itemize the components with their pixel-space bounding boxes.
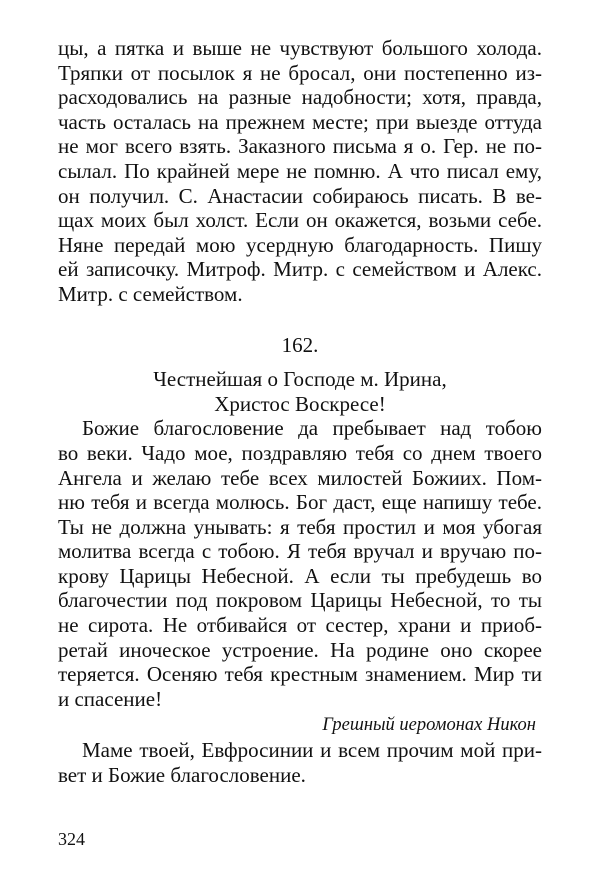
text-line: щах моих был холст. Если он окажется, возьми себе. xyxy=(58,208,542,233)
text-line: не мог всего взять. Заказного письма я о. Гер. не по- xyxy=(58,134,542,159)
text-line: ретай иноческое устроение. На родине оно скорее xyxy=(58,637,542,662)
text-line: Тряпки от посылок я не бросал, они постепенно из- xyxy=(58,60,542,85)
text-line: Божие благословение да пребывает над тобою xyxy=(82,416,542,441)
text-line: цы, а пятка и выше не чувствуют большого холода. xyxy=(58,36,542,60)
salutation-line: Честнейшая о Господе м. Ирина, xyxy=(153,367,447,392)
text-line: Ангела и желаю тебе всех милостей Божиих. Пом- xyxy=(58,465,542,490)
text-line: Няне передай мою усердную благодарность. Пишу xyxy=(58,232,542,257)
text-line: благочестии под покровом Царицы Небесной, то ты xyxy=(58,588,542,613)
text-line: теряется. Осеняю тебя крестным знамением. Мир ти xyxy=(58,662,542,687)
letter-body xyxy=(58,416,542,711)
letter-number: 162. xyxy=(281,332,319,357)
text-line: не сирота. Не отбивайся от сестер, храни и приоб- xyxy=(58,613,542,638)
page-number: 324 xyxy=(58,829,85,849)
text-line: Ты не должна унывать: я тебя простил и моя убогая xyxy=(58,514,542,539)
salutation-line: Христос Воскресе! xyxy=(214,391,386,416)
text-line: и спасение! xyxy=(58,686,163,711)
text-line: молитва всегда с тобою. Я тебя вручал и вручаю по- xyxy=(58,539,542,564)
letter-postscript xyxy=(58,738,542,787)
text-line: сылал. По крайней мере не помню. А что писал ему, xyxy=(58,158,542,183)
letter-signature: Грешный иеромонах Никон xyxy=(322,715,536,736)
text-line: во веки. Чадо мое, поздравляю тебя со днем твоего xyxy=(58,440,542,465)
letter-salutation xyxy=(58,367,542,416)
previous-letter-continuation xyxy=(58,36,542,307)
text-line: он получил. С. Анастасии собираюсь писать. В ве- xyxy=(58,183,542,208)
book-page xyxy=(58,36,542,787)
text-line: крову Царицы Небесной. А если ты пребудешь во xyxy=(58,563,542,588)
text-line: Маме твоей, Евфросинии и всем прочим мой при- xyxy=(82,738,542,763)
text-line: Митр. с семейством. xyxy=(58,281,243,306)
text-line: ню тебя и всегда молюсь. Бог даст, еще напишу тебе. xyxy=(58,490,542,515)
text-line: ей записочку. Митроф. Митр. с семейством и Алекс. xyxy=(58,257,542,282)
text-line: расходовались на разные надобности; хотя, правда, xyxy=(58,85,542,110)
text-line: вет и Божие благословение. xyxy=(58,762,306,787)
text-line: часть осталась на прежнем месте; при выезде оттуда xyxy=(58,109,542,134)
